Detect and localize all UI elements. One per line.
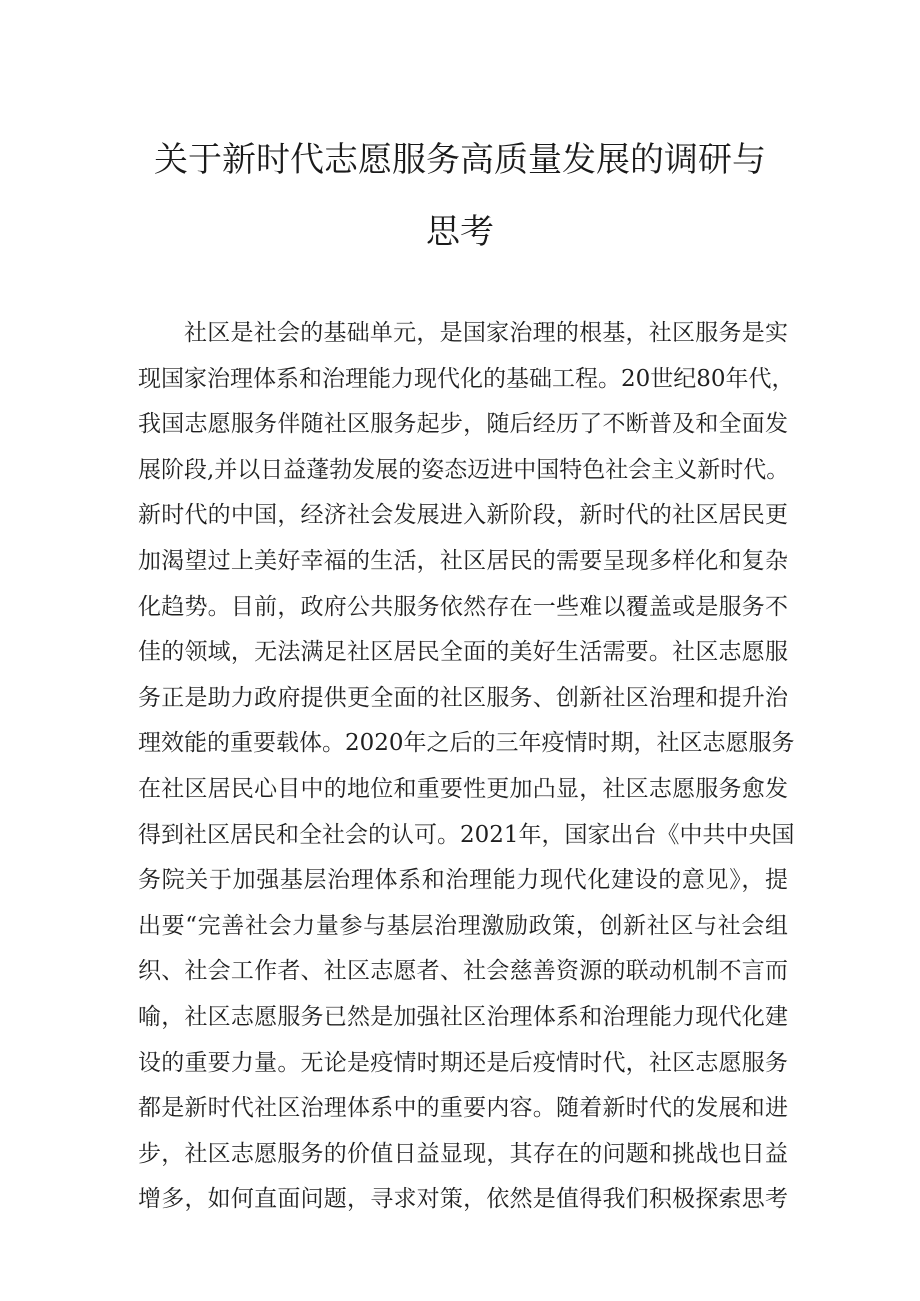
paragraph-line: 设的重要力量。无论是疫情时期还是后疫情时代，社区志愿服务 — [138, 1049, 788, 1076]
paragraph-line: 展阶段,并以日益蓬勃发展的姿态迈进中国特色社会主义新时代。 — [138, 456, 790, 483]
paragraph-line: 都是新时代社区治理体系中的重要内容。随着新时代的发展和进 — [138, 1095, 788, 1122]
paragraph-line: 我国志愿服务伴随社区服务起步，随后经历了不断普及和全面发 — [138, 411, 788, 438]
paragraph-line: 在社区居民心目中的地位和重要性更加凸显，社区志愿服务愈发 — [138, 775, 788, 802]
paragraph-line: 喻，社区志愿服务已然是加强社区治理体系和治理能力现代化建 — [138, 1003, 788, 1030]
paragraph-line: 化趋势。目前，政府公共服务依然存在一些难以覆盖或是服务不 — [138, 593, 788, 620]
paragraph-line: 社区是社会的基础单元，是国家治理的根基，社区服务是实 — [184, 320, 788, 346]
body-paragraph — [138, 311, 795, 1223]
paragraph-line: 加渴望过上美好幸福的生活，社区居民的需要呈现多样化和复杂 — [138, 547, 788, 574]
paragraph-line: 理效能的重要载体。2020年之后的三年疫情时期，社区志愿服务 — [138, 730, 795, 757]
paragraph-line: 务院关于加强基层治理体系和治理能力现代化建设的意见》，提 — [138, 867, 788, 894]
paragraph-line: 佳的领域，无法满足社区居民全面的美好生活需要。社区志愿服 — [138, 639, 788, 666]
paragraph-line: 得到社区居民和全社会的认可。2021年，国家出台《中共中央国 — [138, 821, 795, 848]
document-title-line-1: 关于新时代志愿服务高质量发展的调研与 — [154, 140, 766, 180]
paragraph-line: 新时代的中国，经济社会发展进入新阶段，新时代的社区居民更 — [138, 502, 788, 529]
paragraph-line: 步，社区志愿服务的价值日益显现，其存在的问题和挑战也日益 — [138, 1140, 788, 1167]
paragraph-line: 增多，如何直面问题，寻求对策，依然是值得我们积极探索思考 — [138, 1186, 788, 1213]
document-title-line-2: 思考 — [426, 212, 494, 252]
paragraph-line: 务正是助力政府提供更全面的社区服务、创新社区治理和提升治 — [138, 684, 788, 711]
paragraph-line: 现国家治理体系和治理能力现代化的基础工程。20世纪80年代， — [138, 365, 795, 392]
paragraph-line: 出要“完善社会力量参与基层治理激励政策，创新社区与社会组 — [138, 912, 788, 939]
paragraph-line: 织、社会工作者、社区志愿者、社会慈善资源的联动机制不言而 — [138, 958, 788, 985]
